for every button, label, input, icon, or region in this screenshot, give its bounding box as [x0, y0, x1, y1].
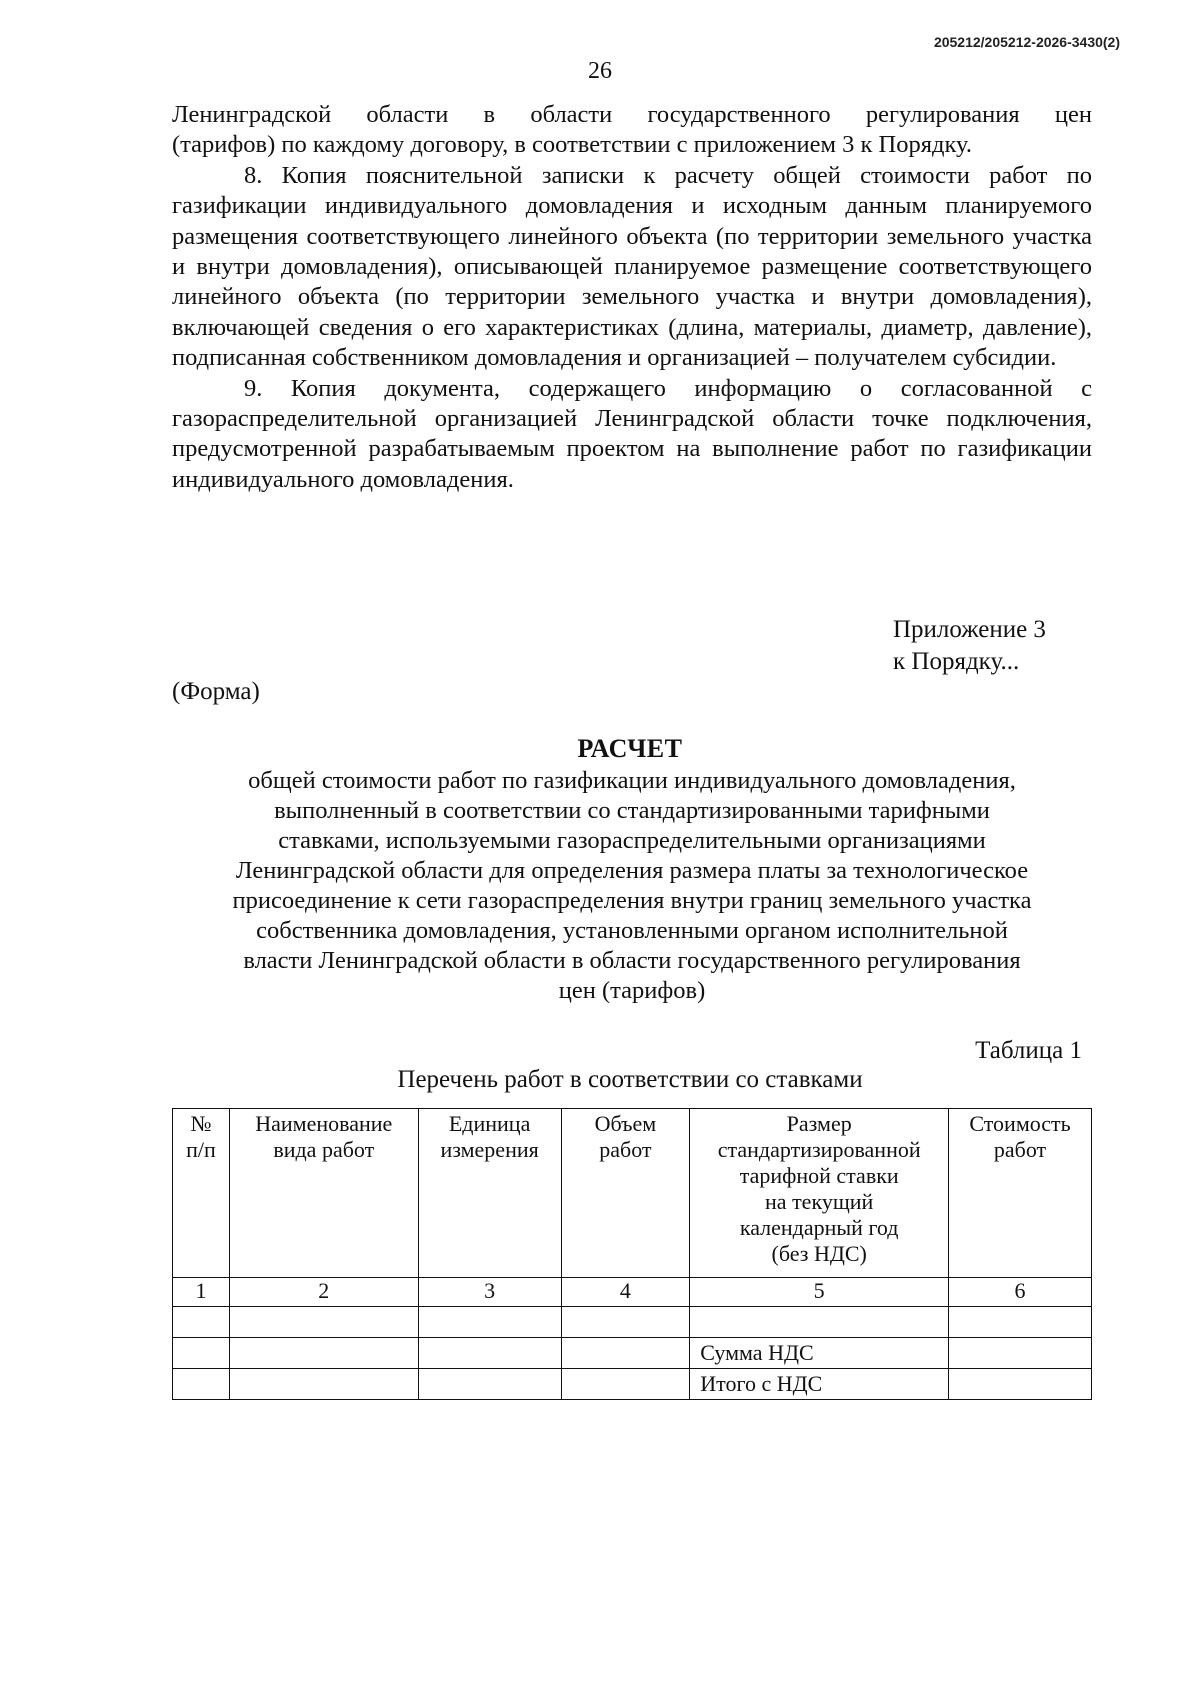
- header-cell-rate: Размер стандартизированной тарифной ставки на текущий календарный год (без НДС): [690, 1109, 949, 1278]
- appendix-line-2: к Порядку...: [893, 648, 1020, 675]
- appendix-line-1: Приложение 3: [893, 616, 1046, 643]
- form-label: (Форма): [172, 678, 260, 705]
- total-row: [173, 1369, 1092, 1400]
- header-cell-volume: Объем работ: [561, 1109, 690, 1278]
- header-cell-number: № п/п: [173, 1109, 230, 1278]
- column-number: 6: [949, 1278, 1092, 1307]
- total-with-vat-label: Итого с НДС: [690, 1369, 949, 1400]
- column-number: 1: [173, 1278, 230, 1307]
- table-row: [173, 1307, 1092, 1338]
- subtitle-line: Ленинградской области для определения размера платы за технологическое: [235, 857, 1029, 884]
- item-9-paragraph: 9. Копия документа, содержащего информацию о согласованной с газораспределительной организацией Ленинградской области точке подключения, предусмотренной разрабатываемым проектом на выполнение работ по газификации индивидуального домовладения.: [172, 374, 1092, 493]
- subtitle-line: присоединение к сети газораспределения внутри границ земельного участка: [232, 887, 1032, 914]
- appendix-reference: [893, 614, 1046, 678]
- subtitle-line: цен (тарифов): [558, 977, 706, 1004]
- table-title: Перечень работ в соответствии со ставками: [397, 1066, 863, 1093]
- column-number: 4: [561, 1278, 690, 1307]
- column-number: 5: [690, 1278, 949, 1307]
- body-text: [172, 100, 1092, 495]
- works-table: [172, 1108, 1092, 1400]
- calculation-title: РАСЧЕТ: [577, 734, 683, 763]
- continued-line-1: Ленинградской области в области государственного регулирования цен: [172, 101, 1092, 128]
- header-cell-unit: Единица измерения: [418, 1109, 561, 1278]
- subtitle-line: выполненный в соответствии со стандартизированными тарифными: [274, 797, 990, 824]
- item-8-paragraph: 8. Копия пояснительной записки к расчету общей стоимости работ по газификации индивидуального домовладения и исходным данным планируемого размещения соответствующего линейного объекта (по территории земельного участка и внутри домовладения), описывающей планируемое размещение соответствующего линейного объекта (по территории земельного участка и внутри домовладения), включающей сведения о его характеристиках (длина, материалы, диаметр, давление), подписанная собственником домовладения и организацией – получателем субсидии.: [172, 161, 1092, 372]
- table-label: Таблица 1: [975, 1037, 1082, 1064]
- calculation-subtitle: [172, 766, 1092, 1006]
- table-header-row: [173, 1109, 1092, 1278]
- document-id: 205212/205212-2026-3430(2): [933, 34, 1120, 50]
- subtitle-line: власти Ленинградской области в области государственного регулирования: [243, 947, 1021, 974]
- page-number: 26: [588, 58, 612, 84]
- column-number-row: [173, 1278, 1092, 1307]
- subtitle-line: общей стоимости работ по газификации индивидуального домовладения,: [248, 767, 1016, 794]
- column-number: 3: [418, 1278, 561, 1307]
- vat-sum-label: Сумма НДС: [690, 1338, 949, 1369]
- header-cell-work-name: Наименование вида работ: [229, 1109, 418, 1278]
- subtitle-line: собственника домовладения, установленными органом исполнительной: [256, 917, 1008, 944]
- column-number: 2: [229, 1278, 418, 1307]
- continued-line-2: (тарифов) по каждому договору, в соответствии с приложением 3 к Порядку.: [172, 131, 972, 159]
- vat-sum-row: [173, 1338, 1092, 1369]
- subtitle-line: ставками, используемыми газораспределительными организациями: [278, 827, 986, 854]
- header-cell-cost: Стоимость работ: [949, 1109, 1092, 1278]
